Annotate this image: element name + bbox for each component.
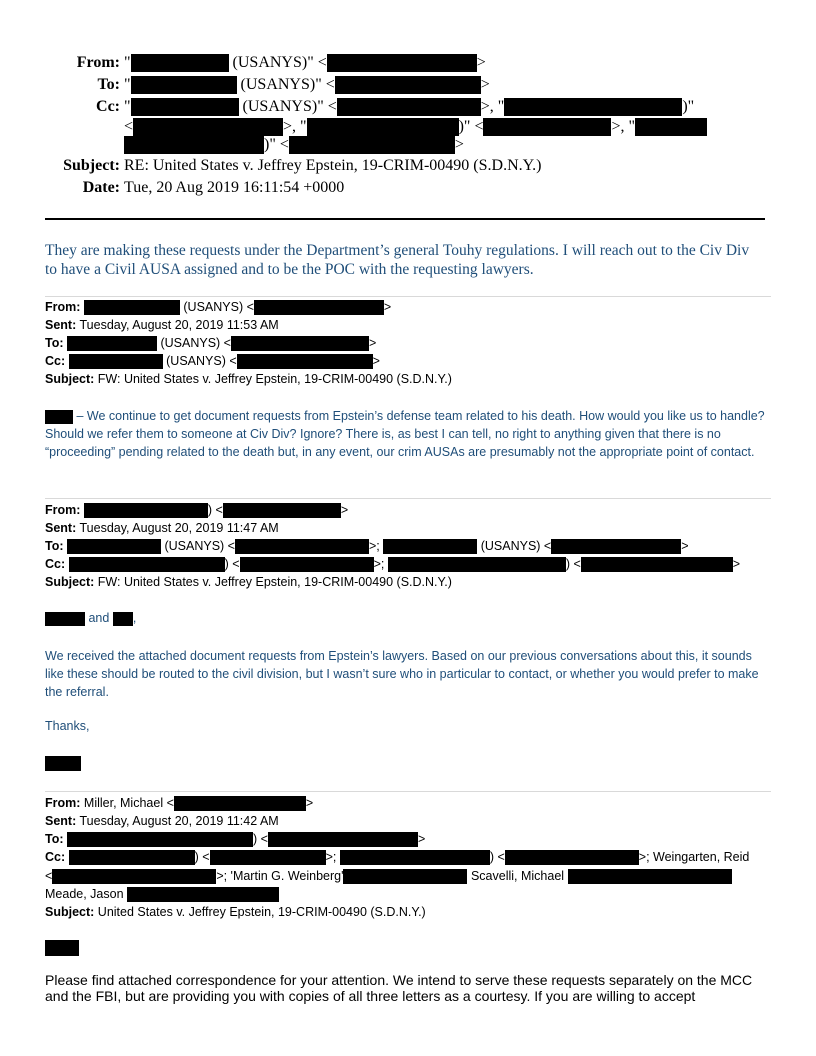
- redaction: [383, 539, 477, 554]
- redaction: [52, 869, 216, 884]
- msg2-subject: Subject: FW: United States v. Jeffrey Epstein, 19-CRIM-00490 (S.D.N.Y.): [45, 575, 452, 589]
- redaction: [483, 118, 611, 136]
- msg2-thanks: Thanks,: [45, 719, 90, 733]
- redaction: [45, 612, 85, 626]
- redaction: [231, 336, 369, 351]
- date-label: Date:: [82, 179, 120, 196]
- redaction: [254, 300, 384, 315]
- redaction: [69, 354, 163, 369]
- redaction: [235, 539, 369, 554]
- redaction: [551, 539, 681, 554]
- redaction: [568, 869, 732, 884]
- redaction: [223, 503, 341, 518]
- cc-label: Cc:: [96, 98, 120, 115]
- msg2-signature: [45, 756, 81, 771]
- redaction: [131, 76, 237, 94]
- to-label: To:: [97, 76, 120, 93]
- redaction: [237, 354, 373, 369]
- from-label: From:: [76, 54, 120, 71]
- redaction: [45, 410, 73, 424]
- msg3-cc-3: Meade, Jason: [45, 887, 279, 902]
- redaction: [210, 850, 326, 865]
- redaction: [505, 850, 639, 865]
- redaction: [45, 756, 81, 771]
- redaction: [635, 118, 707, 136]
- msg3-from: From: Miller, Michael < >: [45, 796, 314, 810]
- redaction: [84, 503, 208, 518]
- redaction: [67, 336, 157, 351]
- subject-label: Subject:: [63, 157, 120, 174]
- redaction: [307, 118, 459, 136]
- to-line: " (USANYS)" < >: [124, 76, 490, 93]
- redaction: [131, 98, 239, 116]
- redaction: [240, 557, 374, 572]
- msg1-body: – We continue to get document requests from Epstein’s defense team related to his death. How would you like us to handle? Should we refer them to someone at Civ Div? Ignore? There is, as best I can tell, no right to anything given that there is no “proceeding” pending related to the death but, in any event, our crim AUSAs are presumably not the appropriate point of contact.: [45, 409, 765, 459]
- redaction: [67, 832, 253, 847]
- msg1-from: From: (USANYS) < >: [45, 300, 392, 314]
- redaction: [127, 887, 279, 902]
- redaction: [289, 136, 455, 154]
- divider: [45, 498, 771, 499]
- redaction: [124, 136, 264, 154]
- redaction: [45, 940, 79, 956]
- subject-text: RE: United States v. Jeffrey Epstein, 19-CRIM-00490 (S.D.N.Y.): [124, 157, 542, 174]
- msg2-to: To: (USANYS) < >; (USANYS) < >: [45, 539, 689, 553]
- msg2-greeting: and ,: [45, 611, 136, 626]
- cc-line-3: )" < >: [124, 136, 464, 154]
- msg3-salutation: [45, 940, 79, 956]
- msg2-cc: Cc: ) < >; ) < >: [45, 557, 741, 571]
- redaction: [69, 850, 195, 865]
- redaction: [69, 557, 225, 572]
- redaction: [504, 98, 682, 116]
- redaction: [327, 54, 477, 72]
- redaction: [343, 869, 467, 884]
- redaction: [581, 557, 733, 572]
- msg3-subject: Subject: United States v. Jeffrey Epstein, 19-CRIM-00490 (S.D.N.Y.): [45, 905, 426, 919]
- redaction: [174, 796, 306, 811]
- redaction: [67, 539, 161, 554]
- msg3-body: Please find attached correspondence for your attention. We intend to serve these requests separately on the MCC and the FBI, but are providing you with copies of all three letters as a courtesy. If you are willing to accept: [45, 972, 753, 1004]
- cc-line-2: < >, " )" < >, ": [124, 118, 707, 136]
- redaction: [337, 98, 481, 116]
- reply-body: They are making these requests under the Department’s general Touhy regulations. I will reach out to the Civ Div to have a Civil AUSA assigned and to be the POC with the requesting lawyers.: [45, 242, 750, 278]
- msg2-from: From: ) < >: [45, 503, 349, 517]
- msg2-sent: Sent: Tuesday, August 20, 2019 11:47 AM: [45, 521, 279, 535]
- redaction: [388, 557, 566, 572]
- redaction: [133, 118, 283, 136]
- msg2-body: We received the attached document requests from Epstein’s lawyers. Based on our previous conversations about this, it sounds like these should be routed to the civil division, but I wasn’t sure who in particular to contact, or whether you would prefer to make the referral.: [45, 649, 759, 699]
- msg1-sent: Sent: Tuesday, August 20, 2019 11:53 AM: [45, 318, 279, 332]
- redaction: [113, 612, 133, 626]
- redaction: [340, 850, 490, 865]
- msg3-to: To: ) < >: [45, 832, 426, 846]
- from-line: " (USANYS)" < >: [124, 54, 486, 71]
- divider: [45, 791, 771, 792]
- msg1-subject: Subject: FW: United States v. Jeffrey Epstein, 19-CRIM-00490 (S.D.N.Y.): [45, 372, 452, 386]
- cc-line-1: " (USANYS)" < >, " )": [124, 98, 695, 115]
- header-divider: [45, 218, 765, 220]
- msg3-cc-2: < >; 'Martin G. Weinberg' Scavelli, Michael: [45, 869, 732, 884]
- msg3-cc-1: Cc: ) < >; ) < >; Weingarten, Reid: [45, 850, 750, 864]
- msg3-sent: Sent: Tuesday, August 20, 2019 11:42 AM: [45, 814, 279, 828]
- redaction: [131, 54, 229, 72]
- date-text: Tue, 20 Aug 2019 16:11:54 +0000: [124, 179, 345, 196]
- redaction: [84, 300, 180, 315]
- redaction: [335, 76, 481, 94]
- msg1-cc: Cc: (USANYS) < >: [45, 354, 380, 368]
- redaction: [268, 832, 418, 847]
- msg1-to: To: (USANYS) < >: [45, 336, 377, 350]
- divider: [45, 296, 771, 297]
